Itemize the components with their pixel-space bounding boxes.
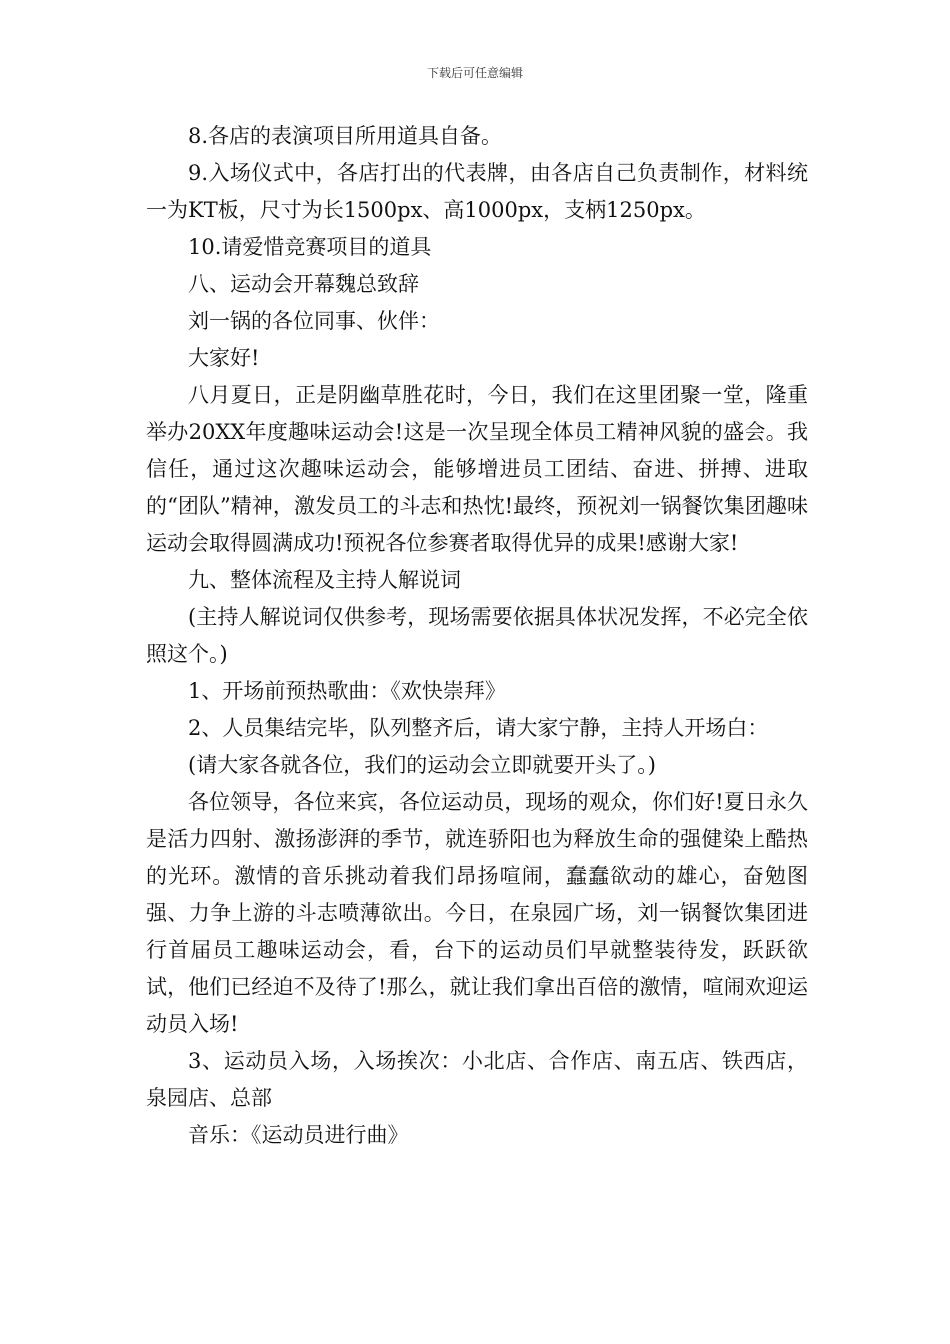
paragraph-host-note: (主持人解说词仅供参考，现场需要依据具体状况发挥，不必完全依照这个。) — [146, 605, 808, 666]
paragraph-care-props: 10.请爱惜竞赛项目的道具 — [188, 235, 432, 259]
paragraph-speech-body: 八月夏日，正是阴幽草胜花时，今日，我们在这里团聚一堂，隆重举办20XX年度趣味运动会!这是一次呈现全体员工精神风貌的盛会。我信任，通过这次趣味运动会，能够增进员工团结、奋进、拼搏、进取的“团队”精神，激发员工的斗志和热忱!最终，预祝刘一锅餐饮集团趣味运动会取得圆满成功!预祝各位参赛者取得优异的成果!感谢大家! — [146, 383, 808, 555]
paragraph-salutation: 刘一锅的各位同事、伙伴： — [188, 309, 440, 333]
document-body — [146, 118, 808, 1154]
paragraph-host-opening: 各位领导，各位来宾，各位运动员，现场的观众，你们好!夏日永久是活力四射、激扬澎湃的季节，就连骄阳也为释放生命的强健染上酷热的光环。激情的音乐挑动着我们昂扬喧闹，蠢蠢欲动的雄心，奋勉图强、力争上游的斗志喷薄欲出。今日，在泉园广场，刘一锅餐饮集团进行首届员工趣味运动会，看，台下的运动员们早就整装待发，跃跃欲试，他们已经迫不及待了!那么，就让我们拿出百倍的激情，喧闹欢迎运动员入场! — [146, 790, 808, 1036]
paragraph-athletes-entry: 3、运动员入场，入场挨次：小北店、合作店、南五店、铁西店，泉园店、总部 — [146, 1049, 808, 1110]
paragraph-assembly: 2、人员集结完毕，队列整齐后，请大家宁静，主持人开场白： — [188, 716, 769, 740]
paragraph-warmup-song: 1、开场前预热歌曲：《欢快崇拜》 — [188, 679, 506, 703]
paragraph-props: 8.各店的表演项目所用道具自备。 — [188, 124, 503, 148]
section-heading-opening-speech: 八、运动会开幕魏总致辞 — [188, 272, 419, 296]
section-heading-process: 九、整体流程及主持人解说词 — [188, 568, 461, 592]
paragraph-take-seats: (请大家各就各位，我们的运动会立即就要开头了。) — [188, 753, 656, 777]
page-header: 下载后可任意编辑 — [426, 66, 523, 80]
paragraph-sign-boards: 9.入场仪式中，各店打出的代表牌，由各店自己负责制作，材料统一为KT板，尺寸为长1500px、高1000px，支柄1250px。 — [146, 161, 808, 222]
paragraph-music: 音乐：《运动员进行曲》 — [188, 1123, 409, 1147]
paragraph-greeting: 大家好! — [188, 346, 260, 370]
